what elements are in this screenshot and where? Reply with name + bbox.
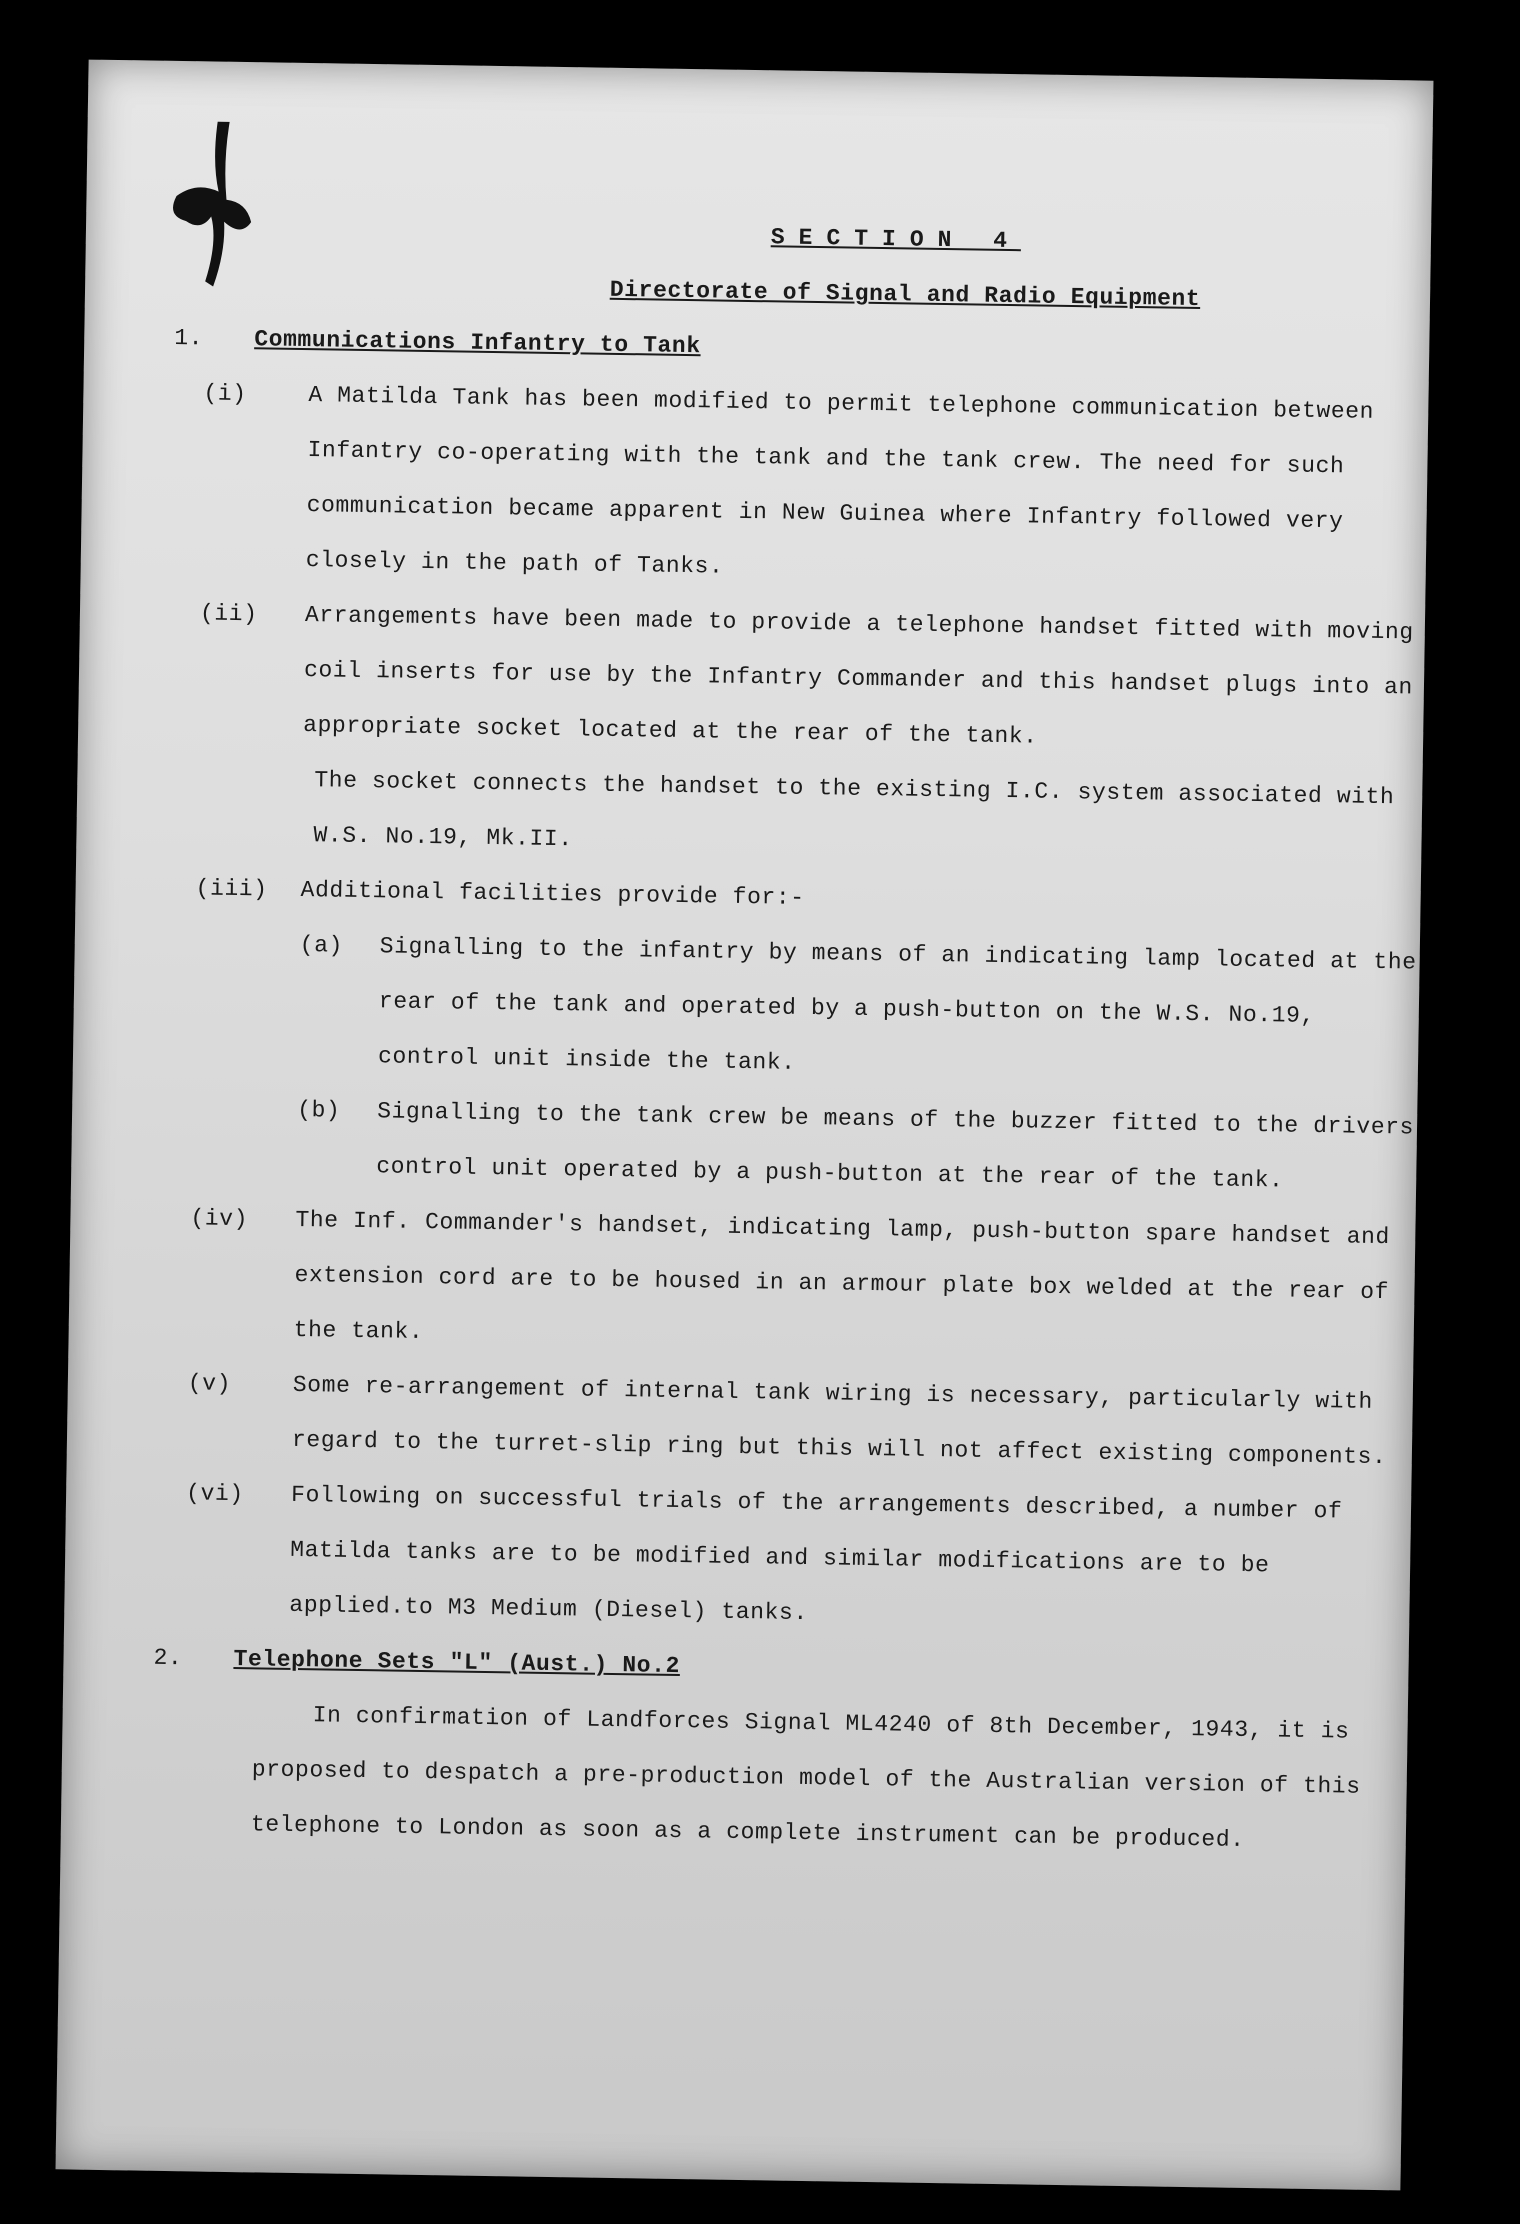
paragraph — [166, 751, 1428, 881]
paragraph-text: The socket connects the handset to the existing I.C. system associated with W.S. No.19, Mk.II. — [313, 767, 1395, 853]
paragraph-text: In confirmation of Landforces Signal ML4240 of 8th December, 1943, it is proposed to despatch a pre-production model of the Australian version of this telephone to London as soon as a complete instrument can be produced. — [250, 1702, 1361, 1853]
subparagraph — [163, 916, 1425, 1101]
paragraph — [157, 1356, 1419, 1486]
paragraph-number: (ii) — [199, 600, 258, 628]
subparagraph-text: Signalling to the tank crew be means of the buzzer fitted to the drivers control unit operated by a push-button at the rear of the tank. — [376, 1098, 1415, 1194]
paragraph — [170, 366, 1433, 606]
paragraph-number: (iv) — [190, 1205, 249, 1233]
subparagraph-letter: (a) — [299, 931, 344, 959]
paragraph-text: A Matilda Tank has been modified to permit telephone communication between Infantry co-operating with the tank and the tank crew. The need for such communication became apparent in New Guinea where Infantry followed very closely in the path of Tanks. — [305, 382, 1375, 580]
directorate-heading: Directorate of Signal and Radio Equipment — [609, 276, 1201, 313]
item-number: 2. — [153, 1644, 183, 1672]
paragraph-text: Following on successful trials of the arrangements described, a number of Matilda tanks are to be modified and similar modifications are to be applied.to M3 Medium (Diesel) tanks. — [289, 1481, 1343, 1627]
item-heading: Communications Infantry to Tank — [254, 326, 701, 360]
paragraph-number: (iii) — [195, 875, 268, 903]
paragraph-text: Some re-arrangement of internal tank wiring is necessary, particularly with regard to the turret-slip ring but this will not affect existing components. — [291, 1371, 1387, 1471]
item-heading: Telephone Sets "L" (Aust.) No.2 — [233, 1646, 681, 1680]
paragraph-text: The Inf. Commander's handset, indicating lamp, push-button spare handset and extension cord are to be housed in an armour plate box welded at the rear of the tank. — [293, 1206, 1391, 1345]
paragraph — [154, 1466, 1416, 1651]
subparagraph-text: Signalling to the infantry by means of an indicating lamp located at the rear of the tank and operated by a push-button on the W.S. No.19, control unit inside the tank. — [377, 933, 1417, 1076]
paragraph-text: Arrangements have been made to provide a telephone handset fitted with moving coil inserts for use by the Infantry Commander and this handset plugs into an appropriate socket located at the rear of the tank. — [303, 602, 1415, 750]
paragraph — [168, 586, 1430, 771]
paragraph-number: (vi) — [185, 1480, 244, 1508]
section-title: SECTION 4 — [770, 224, 1022, 255]
paragraph — [151, 1686, 1413, 1871]
subparagraph-letter: (b) — [296, 1096, 341, 1124]
document-body — [151, 201, 1437, 1871]
paragraph-number: (i) — [203, 380, 247, 408]
paragraph-number: (v) — [187, 1370, 232, 1397]
subparagraph — [161, 1081, 1423, 1211]
paragraph — [158, 1191, 1420, 1376]
paragraph-text: Additional facilities provide for:- — [300, 877, 805, 911]
item-number: 1. — [174, 324, 204, 352]
document-page — [56, 60, 1434, 2191]
